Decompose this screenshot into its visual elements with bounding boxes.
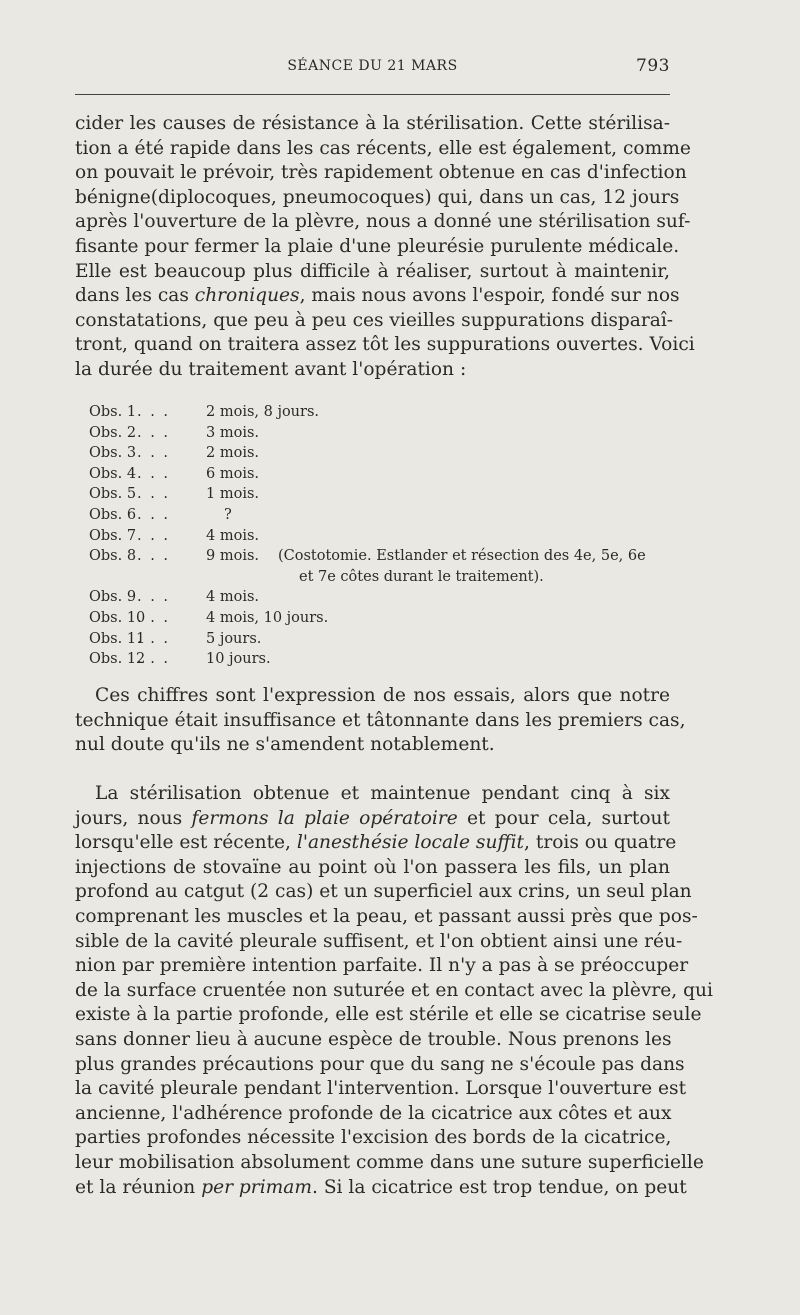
obs-duration: 10 jours. <box>206 651 271 668</box>
obs-leader: . . . <box>137 445 171 462</box>
text-run: et pour cela, surtout <box>457 807 670 829</box>
text-line: parties profondes nécessite l'excision des bords de la cicatrice, <box>75 1127 672 1149</box>
text-line: fisante pour fermer la plaie d'une pleurésie purulente médicale. <box>75 235 680 257</box>
text-run: . Si la cicatrice est trop tendue, on peut <box>312 1176 687 1198</box>
italic-run: chroniques <box>194 285 300 307</box>
obs-leader: . . . <box>137 465 171 482</box>
obs-duration: 1 mois. <box>206 486 260 503</box>
obs-duration: ? <box>224 506 232 523</box>
obs-duration: 4 mois. <box>206 589 260 606</box>
text-line: comprenant les muscles et la peau, et passant aussi près que pos- <box>75 905 698 927</box>
text-run: , mais nous avons l'espoir, fondé sur nos <box>299 285 680 307</box>
text-line: plus grandes précautions pour que du sang ne s'écoule pas dans <box>75 1053 685 1075</box>
obs-label: Obs. 12 <box>89 651 146 668</box>
text-run: dans les cas <box>75 285 195 307</box>
obs-label: Obs. 4 <box>89 465 137 482</box>
obs-leader: . . . <box>137 589 171 606</box>
text-line: après l'ouverture de la plèvre, nous a donné une stérilisation suf- <box>75 211 691 233</box>
obs-note: (Costotomie. Estlander et résection des 4e, 5e, 6e <box>278 548 646 565</box>
header-rule <box>75 94 670 95</box>
obs-leader: . . . <box>137 630 171 647</box>
obs-label: Obs. 1 <box>89 404 137 420</box>
obs-duration: 4 mois. <box>206 527 260 544</box>
text-line <box>75 1176 687 1201</box>
text-line: profond au catgut (2 cas) et un superficiel aux crins, un seul plan <box>75 881 692 903</box>
text-line: existe à la partie profonde, elle est stérile et elle se cicatrise seule <box>75 1004 702 1026</box>
text-line <box>75 807 670 832</box>
text-line: nul doute qu'ils ne s'amendent notablement. <box>75 734 495 756</box>
text-line: bénigne(diplocoques, pneumocoques) qui, dans un cas, 12 jours <box>75 186 680 208</box>
text-line <box>75 831 677 856</box>
obs-label: Obs. 9 <box>89 589 137 606</box>
obs-label: Obs. 3 <box>89 445 137 462</box>
text-line <box>75 284 680 309</box>
italic-run: l'anesthésie locale suffit <box>296 832 525 854</box>
text-line: sible de la cavité pleurale suffisent, et l'on obtient ainsi une réu- <box>75 930 683 952</box>
paragraph-1 <box>75 112 695 383</box>
text-run: lorsqu'elle est récente, <box>75 832 297 854</box>
text-line: La stérilisation obtenue et maintenue pendant cinq à six <box>95 783 670 804</box>
obs-leader: . . . <box>137 404 171 420</box>
paragraph-2 <box>75 684 686 758</box>
text-line: on pouvait le prévoir, très rapidement obtenue en cas d'infection <box>75 162 687 184</box>
obs-duration: 3 mois. <box>206 424 260 441</box>
text-line: constatations, que peu à peu ces vieilles suppurations disparaî- <box>75 309 674 331</box>
obs-label: Obs. 7 <box>89 527 137 544</box>
text-line: Ces chiffres sont l'expression de nos essais, alors que notre <box>95 685 670 706</box>
text-line: technique était insuffisance et tâtonnante dans les premiers cas, <box>75 709 686 731</box>
obs-duration: 2 mois, 8 jours. <box>206 404 319 420</box>
obs-leader: . . . <box>137 527 171 544</box>
text-run: , trois ou quatre <box>524 832 677 854</box>
obs-leader: . . . <box>137 486 171 503</box>
text-line: sans donner lieu à aucune espèce de trouble. Nous prenons les <box>75 1028 672 1050</box>
obs-label: Obs. 2 <box>89 424 137 441</box>
text-line: tion a été rapide dans les cas récents, elle est également, comme <box>75 137 691 159</box>
text-line: cider les causes de résistance à la stérilisation. Cette stérilisa- <box>75 113 670 134</box>
text-line: ancienne, l'adhérence profonde de la cicatrice aux côtes et aux <box>75 1102 672 1124</box>
obs-leader: . . . <box>137 548 171 565</box>
text-line: la cavité pleurale pendant l'intervention. Lorsque l'ouverture est <box>75 1078 687 1100</box>
italic-run: fermons la plaie opératoire <box>191 807 458 829</box>
italic-run: per primam <box>201 1176 312 1198</box>
text-line: injections de stovaïne au point où l'on passera les fils, un plan <box>75 856 670 878</box>
obs-duration: 2 mois. <box>206 445 260 462</box>
header-title: SÉANCE DU 21 MARS <box>287 58 458 74</box>
text-run: jours, nous <box>75 807 192 829</box>
text-line: Elle est beaucoup plus difficile à réaliser, surtout à maintenir, <box>75 260 670 282</box>
obs-label: Obs. 11 <box>89 630 146 647</box>
obs-leader: . . . <box>137 506 171 523</box>
obs-leader: . . . <box>137 651 171 668</box>
paragraph-3 <box>75 782 713 1200</box>
text-line: tront, quand on traitera assez tôt les suppurations ouvertes. Voici <box>75 334 695 356</box>
obs-duration: 5 jours. <box>206 630 262 647</box>
obs-label: Obs. 10 <box>89 609 146 626</box>
obs-leader: . . . <box>137 609 171 626</box>
text-run: et la réunion <box>75 1176 202 1198</box>
text-line: leur mobilisation absolument comme dans une suture superficielle <box>75 1151 704 1173</box>
text-line: la durée du traitement avant l'opération : <box>75 358 467 380</box>
obs-note: et 7e côtes durant le traitement). <box>299 568 544 585</box>
page-number: 793 <box>636 56 670 76</box>
obs-duration: 6 mois. <box>206 465 260 482</box>
running-header <box>75 56 670 80</box>
text-line: nion par première intention parfaite. Il n'y a pas à se préoccuper <box>75 955 689 977</box>
obs-duration: 9 mois. <box>206 548 260 565</box>
obs-label: Obs. 6 <box>89 506 137 523</box>
obs-leader: . . . <box>137 424 171 441</box>
text-line: de la surface cruentée non suturée et en contact avec la plèvre, qui <box>75 979 713 1001</box>
obs-duration: 4 mois, 10 jours. <box>206 609 329 626</box>
obs-label: Obs. 5 <box>89 486 137 503</box>
obs-label: Obs. 8 <box>89 548 137 565</box>
